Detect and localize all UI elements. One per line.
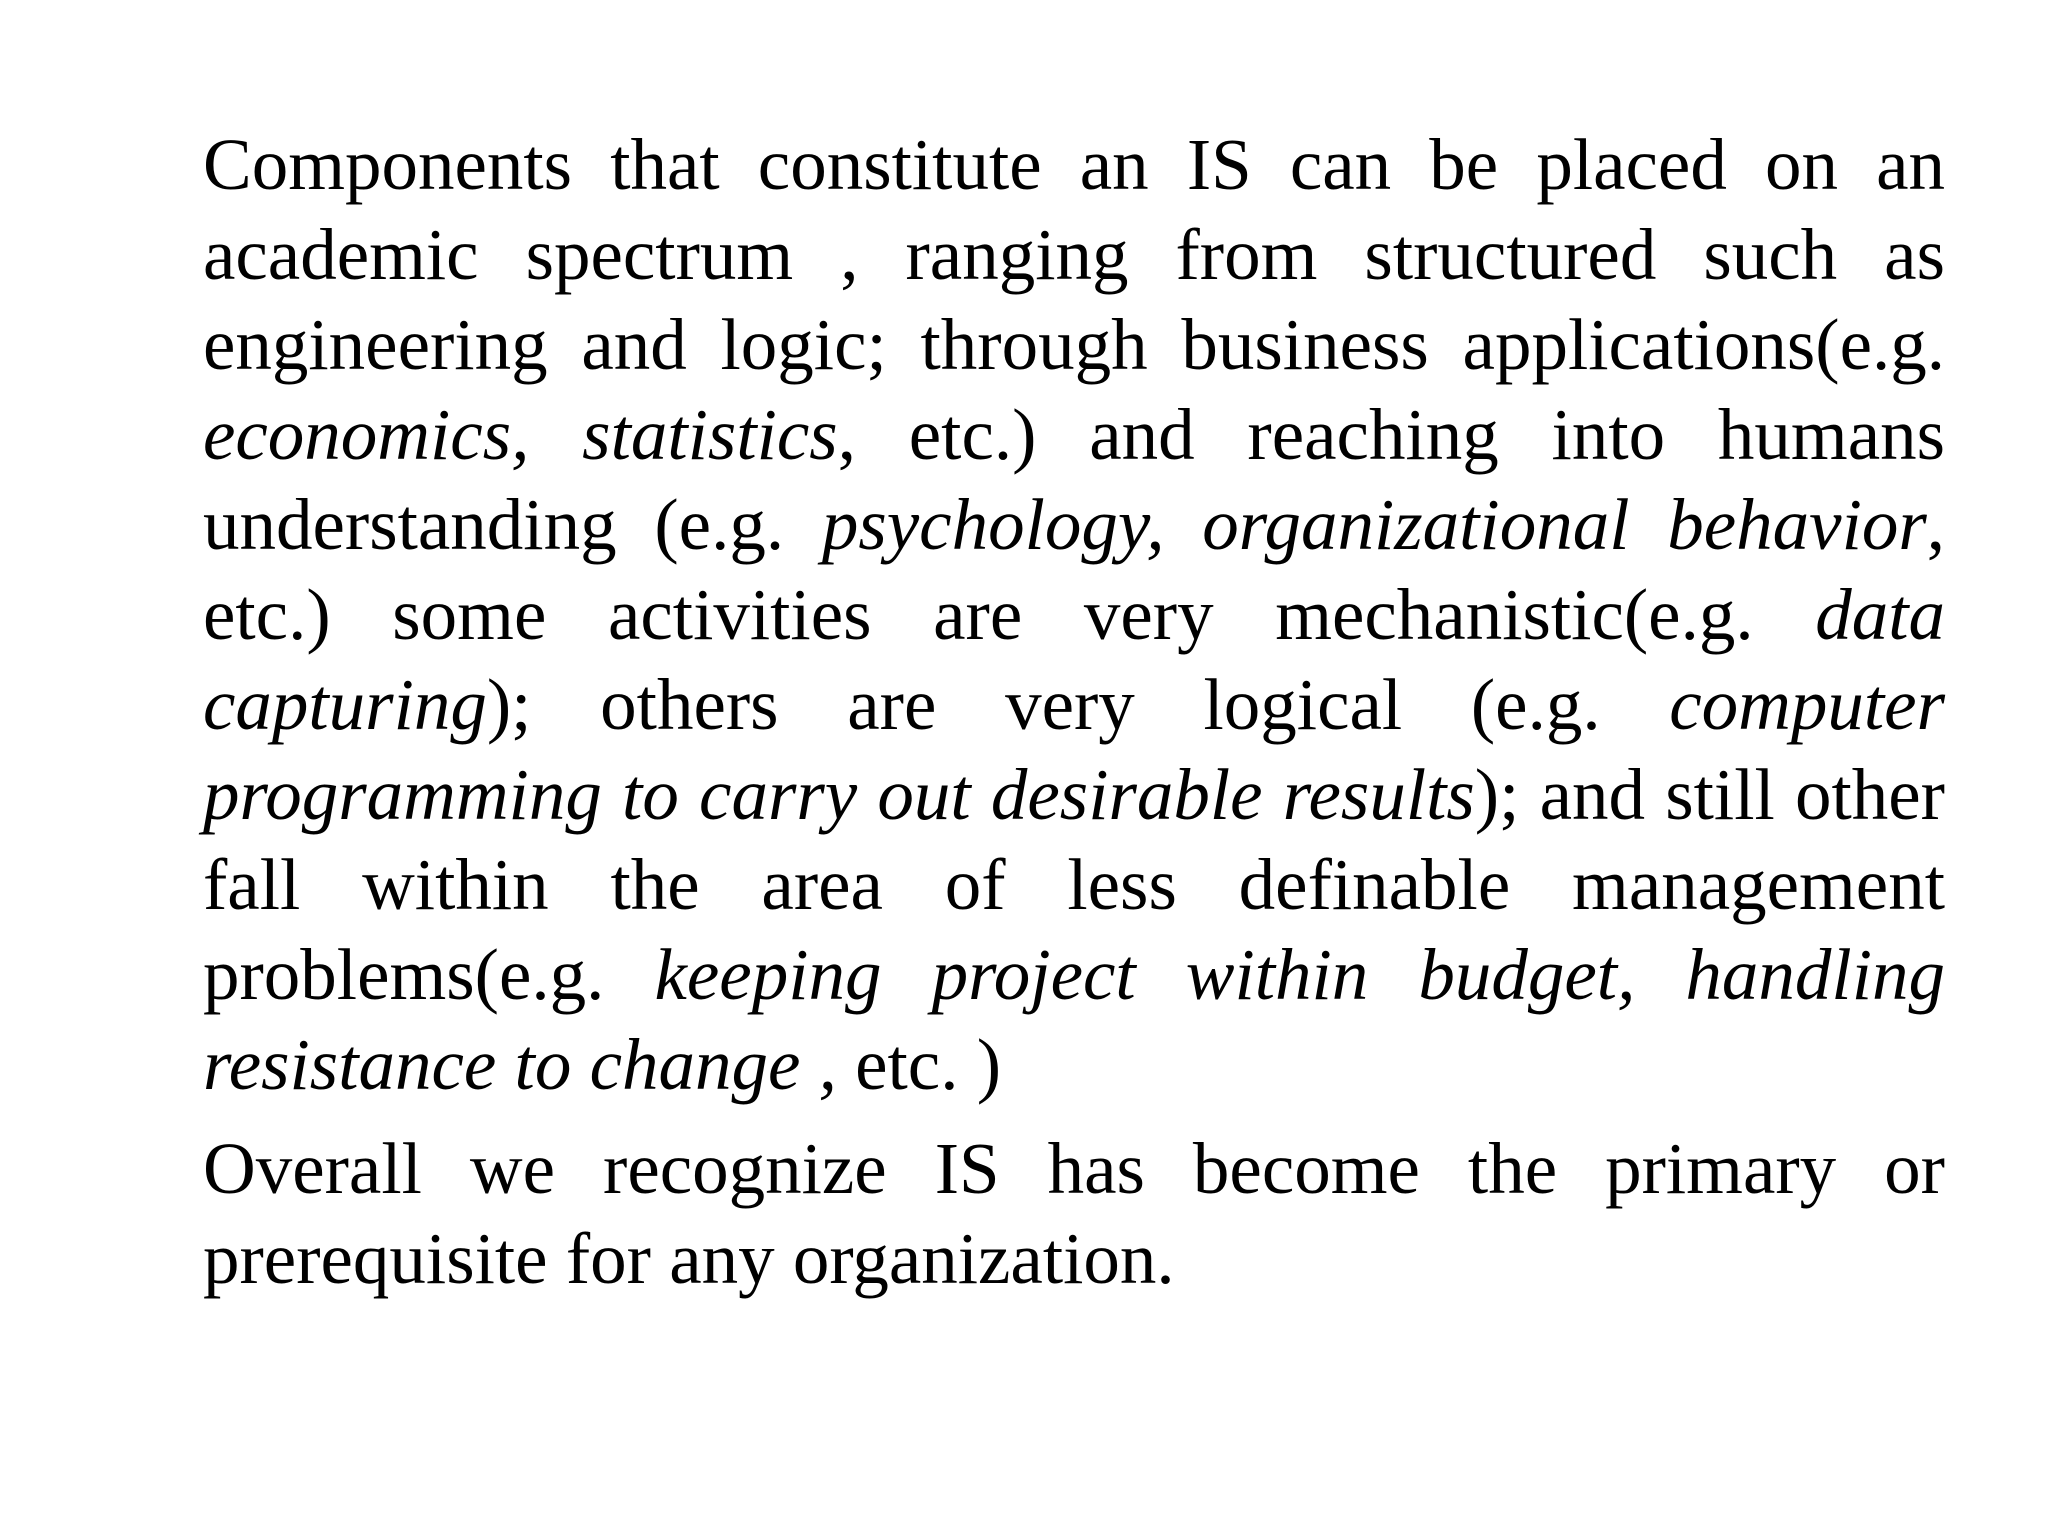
text-segment: Overall we recognize IS has become the primary or prerequisite for any organization. <box>203 1128 1945 1299</box>
text-segment: etc. ) <box>836 1024 1002 1105</box>
text-segment: , etc.) and reaching into humans understanding (e.g. <box>203 394 1945 565</box>
text-segment: ); others are very logical (e.g. <box>486 664 1670 745</box>
text-segment-italic: data capturing <box>203 574 1945 745</box>
text-body <box>203 120 1945 1304</box>
text-segment-italic: keeping project within budget, handling resistance to change , <box>203 934 1945 1105</box>
text-segment: Components that constitute an IS can be placed on an academic spectrum , ranging from structured such as engineering and logic; through business applications(e.g. <box>203 124 1945 385</box>
text-segment-italic: psychology, organizational behavior <box>821 484 1927 565</box>
text-segment: ); and still other fall within the area of less definable management problems(e.g. <box>203 754 1945 1015</box>
text-segment-italic: computer programming to carry out desirable results <box>203 664 1945 835</box>
text-segment-italic: economics, statistics <box>203 394 838 475</box>
paragraph-1 <box>203 120 1945 1110</box>
paragraph-2 <box>203 1124 1945 1304</box>
text-segment: , etc.) some activities are very mechanistic(e.g. <box>203 484 1946 655</box>
